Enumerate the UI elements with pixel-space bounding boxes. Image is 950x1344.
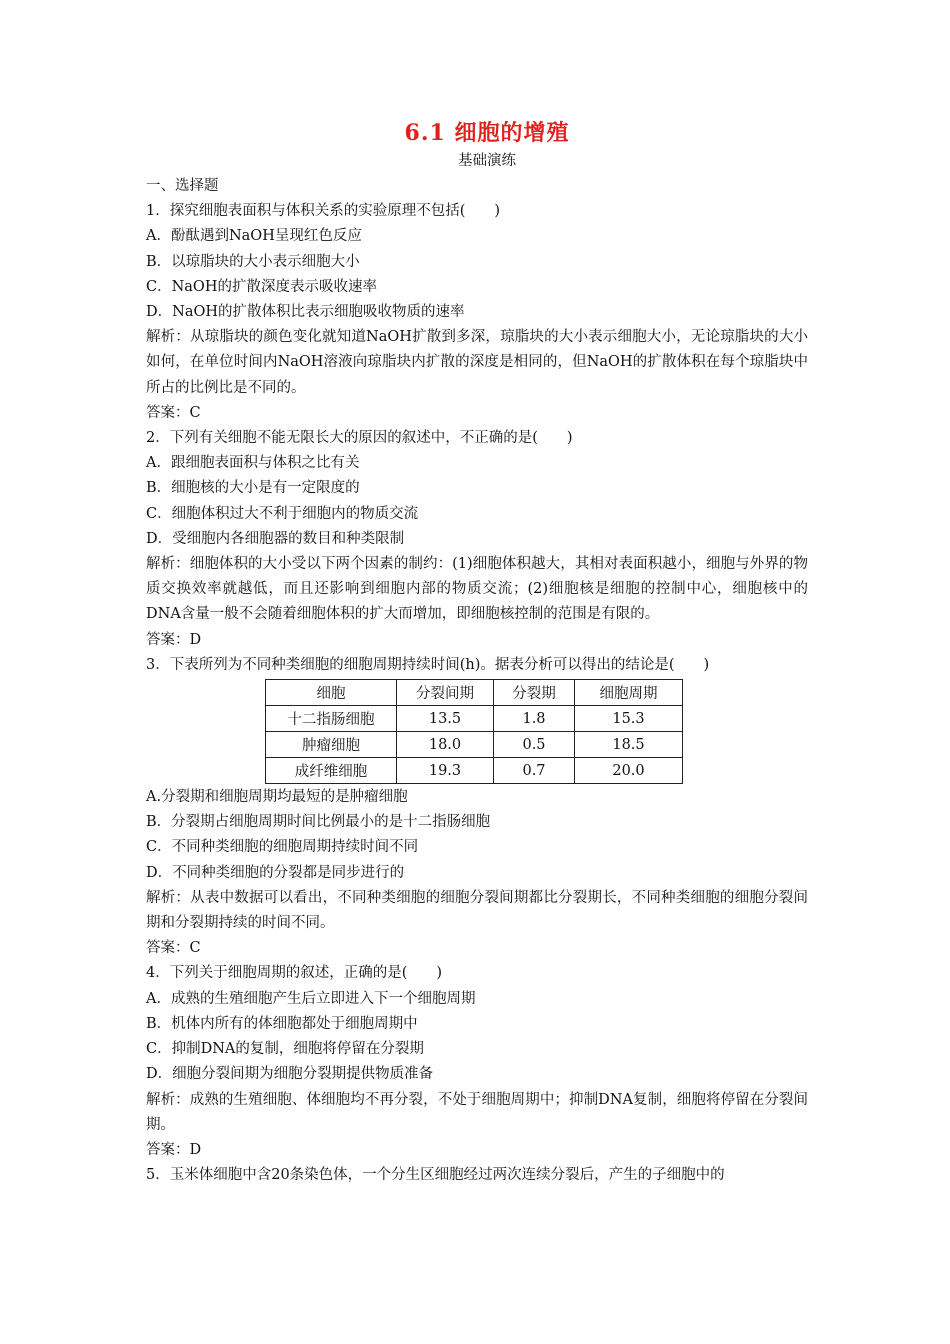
analysis: 解析：从表中数据可以看出，不同种类细胞的细胞分裂间期都比分裂期长，不同种类细胞的细胞分裂间期和分裂期持续的时间不同。 [146,889,808,932]
option-b: B．机体内所有的体细胞都处于细胞周期中 [146,1015,418,1032]
option-a: A．跟细胞表面积与体积之比有关 [146,455,360,472]
table-cell: 19.3 [397,758,494,784]
question-stem: 1．探究细胞表面积与体积关系的实验原理不包括( ) [146,203,501,220]
table-cell: 15.3 [575,706,683,732]
page-subtitle: 基础演练 [458,153,516,169]
table-row [266,758,683,784]
option-c: C．抑制DNA的复制，细胞将停留在分裂期 [146,1041,424,1058]
table-cell: 肿瘤细胞 [266,732,397,758]
table-cell: 0.7 [494,758,575,784]
option-d: D．细胞分裂间期为细胞分裂期提供物质准备 [146,1066,434,1083]
answer: 答案：C [146,940,201,957]
table-row [266,706,683,732]
option-c: C．细胞体积过大不利于细胞内的物质交流 [146,505,419,522]
question-3 [146,653,808,962]
option-d: D．受细胞内各细胞器的数目和种类限制 [146,530,405,547]
option-c: C．不同种类细胞的细胞周期持续时间不同 [146,839,419,856]
table-row [266,732,683,758]
question-4 [146,961,808,1163]
table-cell: 18.0 [397,732,494,758]
option-a: A．成熟的生殖细胞产生后立即进入下一个细胞周期 [146,990,476,1007]
table-cell: 0.5 [494,732,575,758]
table-cell: 13.5 [397,706,494,732]
question-stem: 2．下列有关细胞不能无限长大的原因的叙述中，不正确的是( ) [146,430,573,447]
question-1 [146,199,808,426]
table-cell: 18.5 [575,732,683,758]
option-c: C．NaOH的扩散深度表示吸收速率 [146,278,377,295]
table-header-cell: 细胞 [266,680,397,706]
table-cell: 成纤维细胞 [266,758,397,784]
question-stem: 3．下表所列为不同种类细胞的细胞周期持续时间(h)。据表分析可以得出的结论是( ) [146,656,710,673]
option-d: D．NaOH的扩散体积比表示细胞吸收物质的速率 [146,304,465,321]
table-header-row [266,680,683,706]
question-stem: 4．下列关于细胞周期的叙述，正确的是( ) [146,965,443,982]
option-b: B．细胞核的大小是有一定限度的 [146,480,360,497]
option-a: A.分裂期和细胞周期均最短的是肿瘤细胞 [146,789,408,806]
question-2 [146,426,808,653]
table-cell: 1.8 [494,706,575,732]
table-header-cell: 分裂间期 [397,680,494,706]
analysis: 解析：从琼脂块的颜色变化就知道NaOH扩散到多深，琼脂块的大小表示细胞大小，无论琼脂块的大小如何，在单位时间内NaOH溶液向琼脂块内扩散的深度是相同的，但NaOH的扩散体积在每个琼脂块中所占的比例比是不同的。 [146,329,808,396]
table-header-cell: 细胞周期 [575,680,683,706]
table-cell: 十二指肠细胞 [266,706,397,732]
option-b: B．分裂期占细胞周期时间比例最小的是十二指肠细胞 [146,814,491,831]
question-5-stem: 5．玉米体细胞中含20条染色体，一个分生区细胞经过两次连续分裂后，产生的子细胞中的 [146,1167,725,1184]
option-b: B．以琼脂块的大小表示细胞大小 [146,253,360,270]
analysis: 解析：成熟的生殖细胞、体细胞均不再分裂，不处于细胞周期中；抑制DNA复制，细胞将停留在分裂间期。 [146,1091,808,1133]
page-title: 6.1 细胞的增殖 [404,120,570,146]
analysis: 解析：细胞体积的大小受以下两个因素的制约：(1)细胞体积越大，其相对表面积越小，细胞与外界的物质交换效率就越低，而且还影响到细胞内部的物质交流；(2)细胞核是细胞的控制中心，细胞核中的DNA含量一般不会随着细胞体积的扩大而增加，即细胞核控制的范围是有限的。 [146,556,808,623]
table-header-cell: 分裂期 [494,680,575,706]
table-cell: 20.0 [575,758,683,784]
cell-cycle-table [265,679,683,784]
option-a: A．酚酞遇到NaOH呈现红色反应 [146,228,362,245]
document-page [146,118,808,1188]
answer: 答案：D [146,631,202,648]
answer: 答案：C [146,404,201,421]
answer: 答案：D [146,1141,202,1158]
section-heading: 一、选择题 [146,178,219,194]
option-d: D．不同种类细胞的分裂都是同步进行的 [146,864,405,881]
